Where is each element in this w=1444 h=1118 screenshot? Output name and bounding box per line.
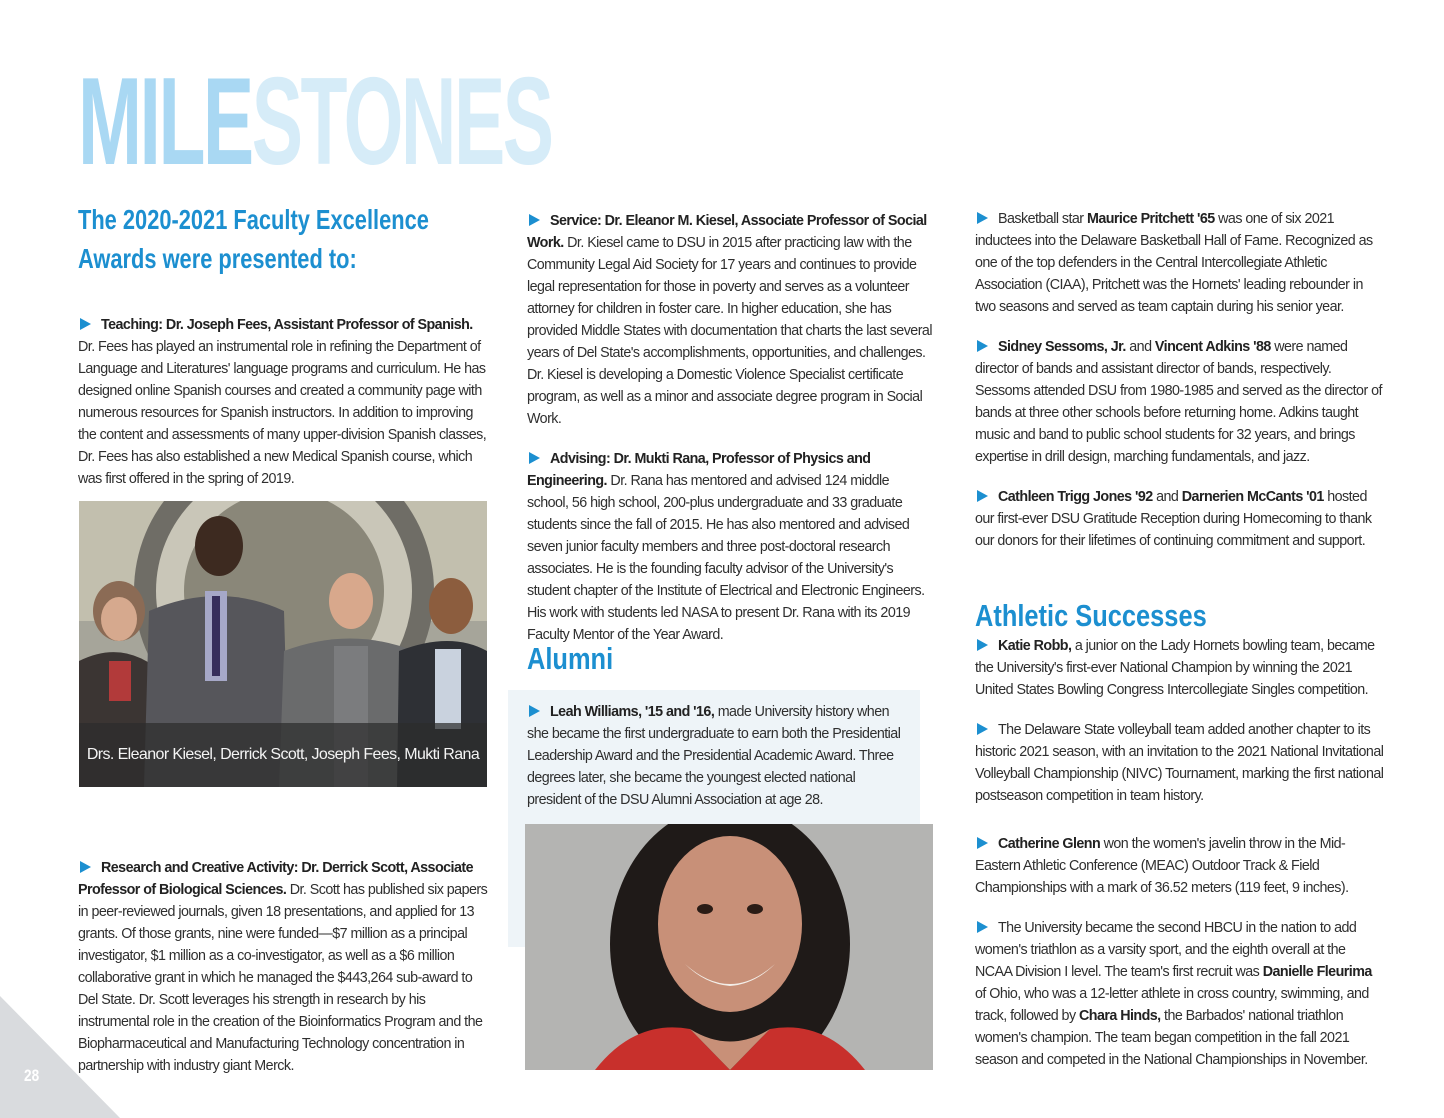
fleurima-name: Danielle Fleurima xyxy=(1262,964,1372,980)
triathlon-body-1: The University became the second HBCU in the nation to add women's triathlon as a varsity sport, and the eighth overall at the NCAA Division I level. The team's first recruit was xyxy=(975,920,1357,980)
research-award-lead: Research and Creative Activity: Dr. Derrick Scott, Associate Professor of Biological Sciences. xyxy=(78,860,473,898)
bands-paragraph xyxy=(975,336,1385,468)
title-part-2: STONES xyxy=(251,53,552,191)
arrow-bullet-icon xyxy=(529,452,540,464)
bands-and: and xyxy=(1129,339,1152,355)
pritchett-paragraph xyxy=(975,208,1385,318)
teaching-award-lead: Teaching: Dr. Joseph Fees, Assistant Professor of Spanish. xyxy=(101,317,473,333)
arrow-bullet-icon xyxy=(977,490,988,502)
robb-name: Katie Robb, xyxy=(998,638,1072,654)
service-award-paragraph xyxy=(527,210,932,430)
arrow-bullet-icon xyxy=(977,340,988,352)
leah-williams-paragraph xyxy=(527,701,905,811)
pritchett-pre: Basketball star xyxy=(998,211,1084,227)
arrow-bullet-icon xyxy=(977,639,988,651)
volleyball-paragraph xyxy=(975,719,1385,807)
alumni-heading: Alumni xyxy=(527,641,614,676)
bands-body: were named director of bands and assistant director of bands, respectively. Sessoms attended DSU from 1980-1985 and served as the director of bands at three other schools before returning home. Adkins taught music and band to public school students for 32 years, and brings expertise in drill design, marching fundamentals, and jazz. xyxy=(975,339,1382,465)
gratitude-and: and xyxy=(1156,489,1179,505)
column-right xyxy=(975,208,1385,1071)
arrow-bullet-icon xyxy=(977,921,988,933)
faculty-group-photo xyxy=(79,501,487,787)
leah-williams-name: Leah Williams, '15 and '16, xyxy=(550,704,715,720)
pritchett-body: was one of six 2021 inductees into the Delaware Basketball Hall of Fame. Recognized as one of the top defenders in the Central Intercollegiate Athletic Association (CIAA), Pritchett was the Hornets' leading rebounder in two seasons and served as team captain during his senior year. xyxy=(975,211,1373,315)
hinds-name: Chara Hinds, xyxy=(1079,1008,1161,1024)
alumni-portrait-illustration xyxy=(525,824,933,1070)
arrow-bullet-icon xyxy=(977,723,988,735)
service-award-body: Dr. Kiesel came to DSU in 2015 after practicing law with the Community Legal Aid Society for 17 years and continues to provide legal representation for those in poverty and serves as a volunteer attorney for children in foster care. In higher education, she has provided Middle States with documentation that charts the last several years of Del State's accomplishments, opportunities, and challenges. Dr. Kiesel is developing a Domestic Violence Specialist certificate program, as well as a minor and associate degree program in Social Work. xyxy=(527,235,932,427)
glenn-body: won the women's javelin throw in the Mid-Eastern Athletic Conference (MEAC) Outdoor Track & Field Championships with a mark of 36.52 meters (119 feet, 9 inches). xyxy=(975,836,1349,896)
adkins-name: Vincent Adkins '88 xyxy=(1154,339,1271,355)
sessoms-name: Sidney Sessoms, Jr. xyxy=(998,339,1126,355)
arrow-bullet-icon xyxy=(529,705,540,717)
alumni-portrait-photo xyxy=(525,824,933,1070)
title-part-1: MILE xyxy=(78,53,252,191)
triathlon-body-2: of Ohio, who was a 12-letter athlete in cross country, swimming, and track, followed by xyxy=(975,986,1369,1024)
robb-paragraph xyxy=(975,635,1385,701)
mccants-name: Darnerien McCants '01 xyxy=(1181,489,1324,505)
faculty-photo-caption: Drs. Eleanor Kiesel, Derrick Scott, Joseph Fees, Mukti Rana xyxy=(79,723,487,787)
advising-award-body: Dr. Rana has mentored and advised 124 middle school, 56 high school, 200-plus undergraduate and 33 graduate students since the fall of 2015. He has also mentored and advised seven junior faculty members and three post-doctoral research associates. He is the founding faculty advisor of the University's student chapter of the Institute of Electrical and Electronic Engineers. His work with students led NASA to present Dr. Rana with its 2019 Faculty Mentor of the Year Award. xyxy=(527,473,925,643)
teaching-award-body: Dr. Fees has played an instrumental role in refining the Department of Language and Literatures' language programs and curriculum. He has designed online Spanish courses and created a community page with numerous resources for Spanish instructors. In addition to improving the content and assessments of many upper-division Spanish classes, Dr. Fees has also established a new Medical Spanish course, which was first offered in the spring of 2019. xyxy=(78,339,487,487)
pritchett-name: Maurice Pritchett '65 xyxy=(1086,211,1215,227)
leah-williams-body: made University history when she became the first undergraduate to earn both the Presidential Leadership Award and the Presidential Academic Award. Three degrees later, she became the youngest elected national president of the DSU Alumni Association at age 28. xyxy=(527,704,901,808)
arrow-bullet-icon xyxy=(80,861,91,873)
page-corner-triangle xyxy=(0,996,120,1118)
advising-award-lead: Advising: Dr. Mukti Rana, Professor of Physics and Engineering. xyxy=(527,451,871,489)
faculty-awards-heading: The 2020-2021 Faculty Excellence Awards were presented to: xyxy=(78,204,429,274)
column-middle xyxy=(527,210,932,646)
robb-body: a junior on the Lady Hornets bowling team, became the University's first-ever National Champion by winning the 2021 United States Bowling Congress Intercollegiate Singles competition. xyxy=(975,638,1375,698)
arrow-bullet-icon xyxy=(80,318,91,330)
gratitude-body: hosted our first-ever DSU Gratitude Reception during Homecoming to thank our donors for their lifetimes of continuing commitment and support. xyxy=(975,489,1372,549)
triathlon-paragraph xyxy=(975,917,1385,1071)
arrow-bullet-icon xyxy=(977,212,988,224)
page-number: 28 xyxy=(24,1066,40,1085)
triathlon-body-3: the Barbados' national triathlon women's champion. The team began competition in the fall 2021 season and competed in the National Championships in November. xyxy=(975,1008,1368,1068)
glenn-paragraph xyxy=(975,833,1385,899)
jones-name: Cathleen Trigg Jones '92 xyxy=(998,489,1153,505)
arrow-bullet-icon xyxy=(529,214,540,226)
arrow-bullet-icon xyxy=(977,837,988,849)
teaching-award-paragraph xyxy=(78,314,488,490)
glenn-name: Catherine Glenn xyxy=(998,836,1101,852)
gratitude-paragraph xyxy=(975,486,1385,552)
page-title xyxy=(78,53,552,191)
advising-award-paragraph xyxy=(527,448,932,646)
research-award-paragraph xyxy=(78,857,488,1077)
volleyball-body: The Delaware State volleyball team added another chapter to its historic 2021 season, with an invitation to the 2021 National Invitational Volleyball Championship (NIVC) Tournament, marking the first national postseason competition in team history. xyxy=(975,722,1384,804)
research-award-body: Dr. Scott has published six papers in peer-reviewed journals, given 18 presentations, and applied for 13 grants. Of those grants, nine were funded—$7 million as a principal investigator, $1 million as a co-investigator, as well as a $6 million collaborative grant in which he managed the $443,264 sub-award to Del State. Dr. Scott leverages his strength in research by his instrumental role in the creation of the Bioinformatics Program and the Biopharmaceutical and Manufacturing Technology concentration in partnership with industry giant Merck. xyxy=(78,882,488,1074)
athletic-successes-heading: Athletic Successes xyxy=(975,598,1207,633)
service-award-lead: Service: Dr. Eleanor M. Kiesel, Associate Professor of Social Work. xyxy=(527,213,927,251)
